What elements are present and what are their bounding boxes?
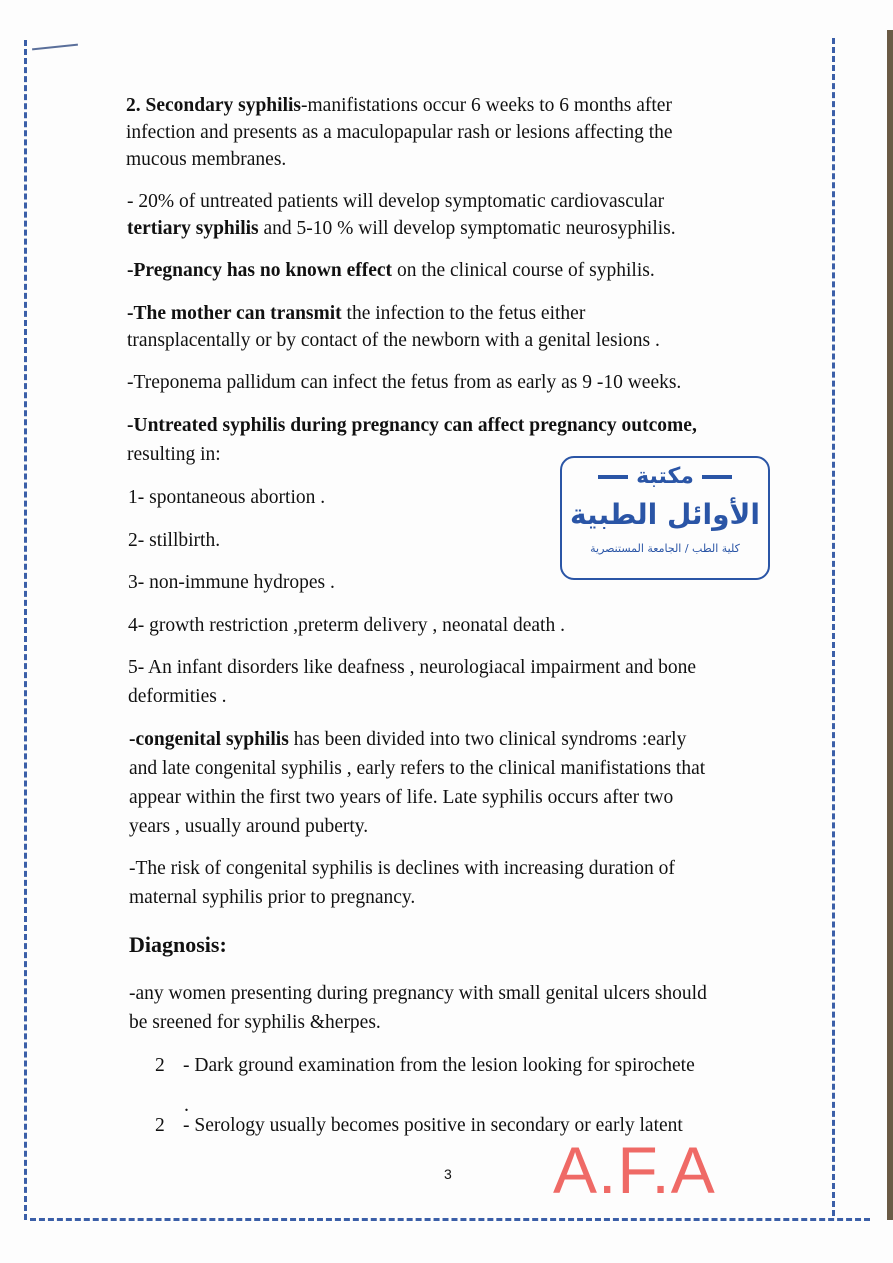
paragraph-secondary-syphilis bbox=[126, 92, 672, 119]
paragraph-line: mucous membranes. bbox=[126, 149, 287, 170]
bold-term: -Untreated syphilis during pregnancy can affect pregnancy outcome, bbox=[127, 415, 697, 436]
text: on the clinical course of syphilis. bbox=[392, 260, 655, 281]
library-stamp bbox=[560, 456, 770, 580]
text: and 5-10 % will develop symptomatic neurosyphilis. bbox=[258, 218, 676, 239]
list-item-line: deformities . bbox=[128, 686, 227, 707]
item-number: 2 bbox=[155, 1115, 165, 1136]
border-left bbox=[24, 40, 27, 1220]
item-number: 2 bbox=[155, 1055, 165, 1076]
border-right bbox=[832, 38, 835, 1216]
list-item: 4- growth restriction ,preterm delivery , neonatal death . bbox=[128, 615, 565, 636]
stamp-subtitle: كلية الطب / الجامعة المستنصرية bbox=[590, 542, 740, 555]
paragraph-transmission bbox=[127, 300, 585, 327]
stray-dot: . bbox=[184, 1094, 189, 1116]
item-text: - Dark ground examination from the lesion looking for spirochete bbox=[183, 1055, 695, 1076]
paragraph-treponema: -Treponema pallidum can infect the fetus from as early as 9 -10 weeks. bbox=[127, 372, 682, 393]
paragraph-tertiary: - 20% of untreated patients will develop symptomatic cardiovascular bbox=[127, 191, 665, 212]
border-bottom bbox=[30, 1218, 870, 1221]
paragraph-line: years , usually around puberty. bbox=[129, 816, 369, 837]
bold-term: 2. Secondary syphilis bbox=[126, 95, 301, 116]
item-text: - Serology usually becomes positive in secondary or early latent bbox=[183, 1115, 683, 1136]
corner-mark bbox=[32, 44, 78, 51]
list-item: 3- non-immune hydropes . bbox=[128, 572, 335, 593]
paragraph-risk: -The risk of congenital syphilis is declines with increasing duration of bbox=[129, 858, 675, 879]
text: the infection to the fetus either bbox=[341, 303, 586, 324]
paragraph-line: infection and presents as a maculopapular rash or lesions affecting the bbox=[126, 122, 673, 143]
list-item: 1- spontaneous abortion . bbox=[128, 487, 326, 508]
paragraph-line: resulting in: bbox=[127, 444, 221, 465]
bold-term: -The mother can transmit bbox=[127, 303, 342, 324]
stamp-title: مكتبة bbox=[562, 464, 768, 489]
scan-edge bbox=[887, 30, 893, 1220]
bold-term: -congenital syphilis bbox=[129, 729, 289, 750]
watermark-text: A.F.A bbox=[553, 1133, 716, 1207]
diagnosis-item bbox=[155, 1052, 695, 1079]
paragraph-pregnancy-effect bbox=[127, 257, 655, 284]
paragraph-line bbox=[127, 215, 676, 242]
bold-term: -Pregnancy has no known effect bbox=[127, 260, 393, 281]
page-number: 3 bbox=[444, 1166, 452, 1182]
list-item: 5- An infant disorders like deafness , neurologiacal impairment and bone bbox=[128, 657, 697, 678]
paragraph-congenital bbox=[129, 726, 686, 753]
text: has been divided into two clinical syndroms :early bbox=[288, 729, 687, 750]
stamp-name: الأوائل الطبية bbox=[570, 498, 760, 531]
section-heading-diagnosis: Diagnosis: bbox=[129, 932, 227, 957]
bold-term: tertiary syphilis bbox=[127, 218, 259, 239]
paragraph-line: maternal syphilis prior to pregnancy. bbox=[129, 887, 416, 908]
diagnosis-intro-line: be sreened for syphilis &herpes. bbox=[129, 1012, 381, 1033]
text: -manifistations occur 6 weeks to 6 months after bbox=[301, 95, 672, 116]
paragraph-line: transplacentally or by contact of the newborn with a genital lesions . bbox=[127, 330, 660, 351]
paragraph-untreated bbox=[127, 412, 697, 439]
list-item: 2- stillbirth. bbox=[128, 530, 221, 551]
paragraph-line: and late congenital syphilis , early refers to the clinical manifistations that bbox=[129, 758, 706, 779]
diagnosis-intro: -any women presenting during pregnancy with small genital ulcers should bbox=[129, 983, 707, 1004]
paragraph-line: appear within the first two years of life. Late syphilis occurs after two bbox=[129, 787, 674, 808]
